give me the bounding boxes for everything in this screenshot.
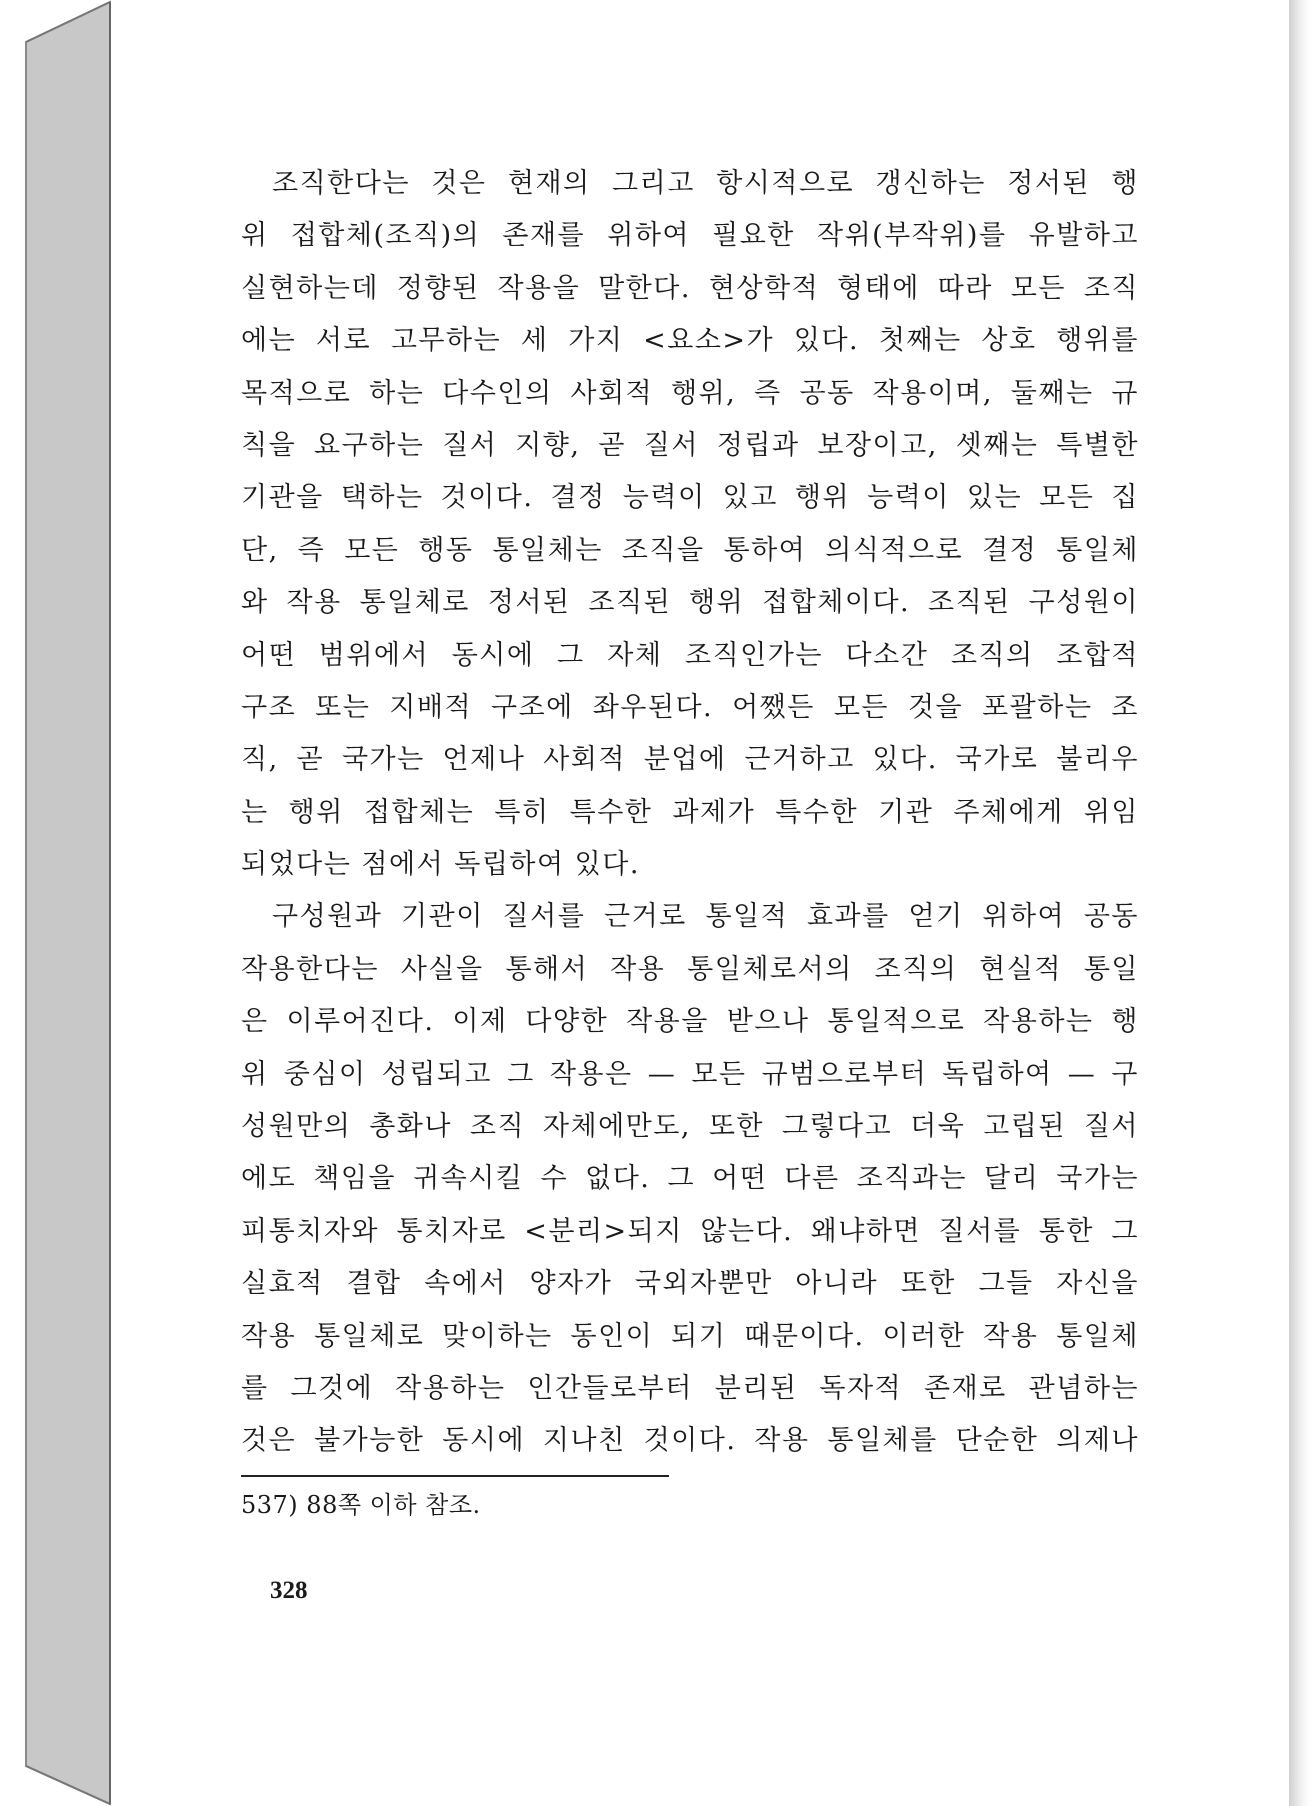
- body-text: [241, 158, 1139, 1468]
- text-line: 실효적 결합 속에서 양자가 국외자뿐만 아니라 또한 그들 자신을: [241, 1268, 1139, 1300]
- text-line: 기관을 택하는 것이다. 결정 능력이 있고 행위 능력이 있는 모든 집: [241, 482, 1139, 514]
- text-line: 를 그것에 작용하는 인간들로부터 분리된 독자적 존재로 관념하는: [241, 1372, 1139, 1404]
- page-number: 328: [270, 1577, 308, 1604]
- text-line: 와 작용 통일체로 정서된 조직된 행위 접합체이다. 조직된 구성원이: [241, 587, 1139, 619]
- text-line: 성원만의 총화나 조직 자체에만도, 또한 그렇다고 더욱 고립된 질서: [241, 1111, 1139, 1143]
- page-edge: [1289, 0, 1311, 1806]
- text-line: 위 접합체(조직)의 존재를 위하여 필요한 작위(부작위)를 유발하고: [241, 220, 1139, 252]
- text-line: 작용한다는 사실을 통해서 작용 통일체로서의 조직의 현실적 통일: [241, 953, 1139, 985]
- text-line: 위 중심이 성립되고 그 작용은 — 모든 규범으로부터 독립하여 — 구: [241, 1058, 1139, 1090]
- text-line: 것은 불가능한 동시에 지나친 것이다. 작용 통일체를 단순한 의제나: [241, 1425, 1139, 1457]
- footnote-rule: [241, 1475, 669, 1477]
- text-line: 직, 곧 국가는 언제나 사회적 분업에 근거하고 있다. 국가로 불리우: [241, 744, 1139, 776]
- text-line: 에는 서로 고무하는 세 가지 <요소>가 있다. 첫째는 상호 행위를: [241, 325, 1139, 357]
- text-line: 조직한다는 것은 현재의 그리고 항시적으로 갱신하는 정서된 행: [272, 168, 1139, 199]
- text-line: 구조 또는 지배적 구조에 좌우된다. 어쨌든 모든 것을 포괄하는 조: [241, 691, 1139, 723]
- text-line: 칙을 요구하는 질서 지향, 곧 질서 정립과 보장이고, 셋째는 특별한: [241, 429, 1139, 461]
- text-line: 에도 책임을 귀속시킬 수 없다. 그 어떤 다른 조직과는 달리 국가는: [241, 1163, 1139, 1195]
- footnote: 537) 88쪽 이하 참조.: [241, 1491, 481, 1519]
- text-line: 어떤 범위에서 동시에 그 자체 조직인가는 다소간 조직의 조합적: [241, 639, 1139, 671]
- text-line: 단, 즉 모든 행동 통일체는 조직을 통하여 의식적으로 결정 통일체: [241, 534, 1139, 566]
- text-line: 실현하는데 정향된 작용을 말한다. 현상학적 형태에 따라 모든 조직: [241, 272, 1139, 304]
- text-line: 되었다는 점에서 독립하여 있다.: [241, 849, 640, 881]
- text-line: 는 행위 접합체는 특히 특수한 과제가 특수한 기관 주체에게 위임: [241, 796, 1139, 828]
- text-line: 은 이루어진다. 이제 다양한 작용을 받으나 통일적으로 작용하는 행: [241, 1006, 1139, 1038]
- text-line: 작용 통일체로 맞이하는 동인이 되기 때문이다. 이러한 작용 통일체: [241, 1320, 1139, 1352]
- text-line: 구성원과 기관이 질서를 근거로 통일적 효과를 얻기 위하여 공동: [272, 901, 1139, 933]
- text-line: 피통치자와 통치자로 <분리>되지 않는다. 왜냐하면 질서를 통한 그: [241, 1215, 1139, 1247]
- text-line: 목적으로 하는 다수인의 사회적 행위, 즉 공동 작용이며, 둘째는 규: [241, 377, 1139, 409]
